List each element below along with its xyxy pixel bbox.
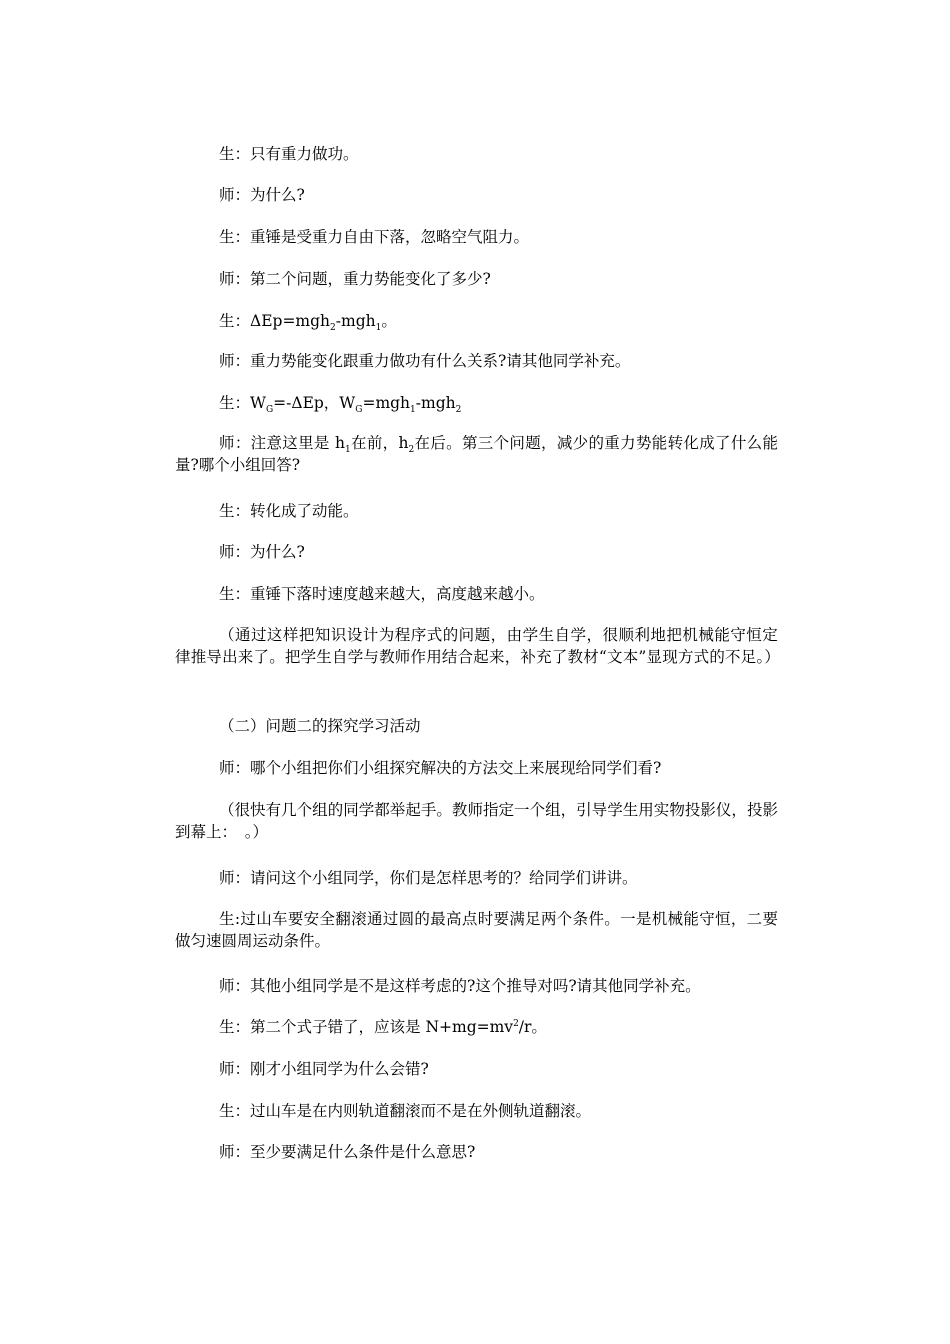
- dialogue-line: 师：哪个小组把你们小组探究解决的方法交上来展现给同学们看?: [219, 759, 662, 777]
- dialogue-line: 生：ΔEp=mgh$_2$-mgh$_1$。: [219, 312, 397, 334]
- dialogue-line: 生：重锤是受重力自由下落，忽略空气阻力。: [219, 228, 530, 246]
- dialogue-line: 师：重力势能变化跟重力做功有什么关系?请其他同学补充。: [219, 352, 631, 370]
- commentary-note: （很快有几个组的同学都举起手。教师指定一个组，引导学生用实物投影仪，投影到幕上： 。）: [175, 801, 778, 841]
- dialogue-line: 生：$W_G=$-ΔEp，$W_G=mgh_1-mgh_2$: [219, 394, 462, 416]
- commentary-note: （通过这样把知识设计为程序式的问题，由学生自学，很顺利地把机械能守恒定律推导出来了。把学生自学与教师作用结合起来，补充了教材“文本”显现方式的不足。）: [175, 626, 781, 666]
- dialogue-line: 师：至少要满足什么条件是什么意思?: [219, 1143, 476, 1161]
- dialogue-line: 师：第二个问题，重力势能变化了多少?: [219, 270, 491, 288]
- dialogue-line: 师：注意这里是 $h_1$在前，$h_2$在后。第三个问题，减少的重力势能转化成了什么能量?哪个小组回答?: [175, 434, 778, 474]
- dialogue-line: 师：为什么?: [219, 543, 305, 561]
- dialogue-line: 生：重锤下落时速度越来越大，高度越来越小。: [219, 585, 545, 603]
- dialogue-line: 生：过山车是在内则轨道翻滚而不是在外侧轨道翻滚。: [219, 1102, 592, 1120]
- dialogue-line: 师：请问这个小组同学，你们是怎样思考的？给同学们讲讲。: [219, 869, 638, 887]
- section-heading: （二）问题二的探究学习活动: [219, 717, 421, 735]
- dialogue-line: 生：只有重力做功。: [219, 145, 359, 163]
- dialogue-line: 师：刚才小组同学为什么会错?: [219, 1060, 429, 1078]
- dialogue-line: 师：为什么?: [219, 186, 305, 204]
- dialogue-line: 生:过山车要安全翻滚通过圆的最高点时要满足两个条件。一是机械能守恒，二要做匀速圆周运动条件。: [175, 910, 778, 950]
- dialogue-line: 师：其他小组同学是不是这样考虑的?这个推导对吗?请其他同学补充。: [219, 977, 701, 995]
- dialogue-line: 生：转化成了动能。: [219, 502, 359, 520]
- dialogue-line: 生：第二个式子错了，应该是 $N+mg=mv^2/r$。: [219, 1018, 547, 1036]
